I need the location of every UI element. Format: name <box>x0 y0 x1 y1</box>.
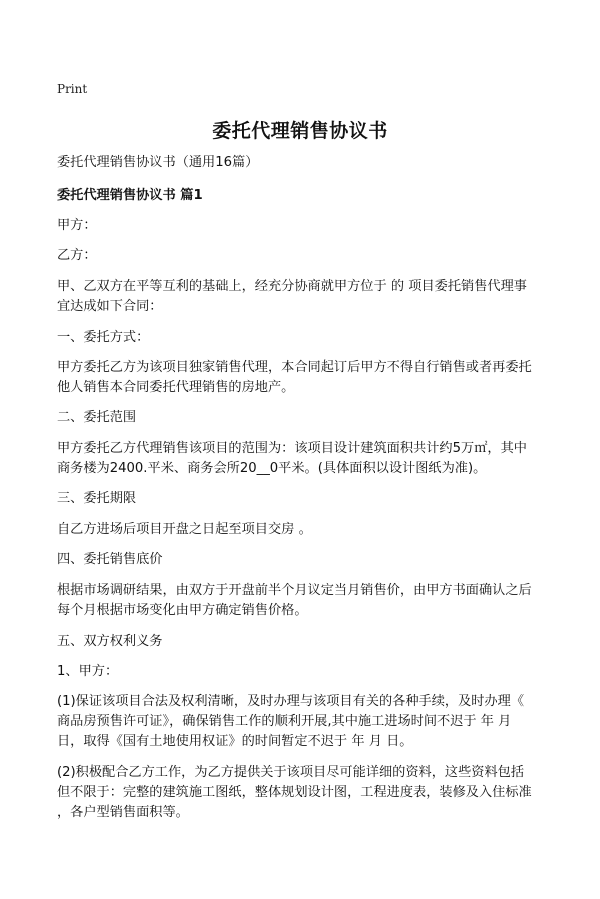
item-1-line-3: 日，取得《国有土地使用权证》的时间暂定不迟于 年 月 日。 <box>57 734 413 749</box>
document-title: 委托代理销售协议书 <box>212 120 388 142</box>
item-2-line-3: ，各户型销售面积等。 <box>57 805 189 820</box>
item-1-line-1: (1)保证该项目合法及权利清晰，及时办理与该项目有关的各种手续，及时办理《 <box>57 694 525 709</box>
subheading-party-a: 1、甲方： <box>57 664 119 679</box>
document-subtitle: 委托代理销售协议书（通用16篇） <box>57 155 259 170</box>
paragraph-3-line-1: 自乙方进场后项目开盘之日起至项目交房 。 <box>57 522 312 537</box>
heading-commission-term: 三、委托期限 <box>57 491 137 506</box>
item-2-line-1: (2)积极配合乙方工作，为乙方提供关于该项目尽可能详细的资料，这些资料包括 <box>57 765 525 780</box>
heading-commission-scope: 二、委托范围 <box>57 410 137 425</box>
paragraph-2-line-1: 甲方委托乙方代理销售该项目的范围为：该项目设计建筑面积共计约5万㎡，其中 <box>57 441 527 456</box>
paragraph-2-line-2: 商务楼为2400.平米、商务会所20__0平米。(具体面积以设计图纸为准)。 <box>57 461 487 476</box>
print-link[interactable]: Print <box>57 82 88 96</box>
heading-rights-obligations: 五、双方权利义务 <box>57 634 163 649</box>
section-heading: 委托代理销售协议书 篇1 <box>57 188 203 203</box>
intro-line-1: 甲、乙双方在平等互利的基础上，经充分协商就甲方位于 的 项目委托销售代理事 <box>57 279 527 294</box>
paragraph-1-line-1: 甲方委托乙方为该项目独家销售代理，本合同起订后甲方不得自行销售或者再委托 <box>57 360 532 375</box>
paragraph-1-line-2: 他人销售本合同委托代理销售的房地产。 <box>57 380 295 395</box>
item-1-line-2: 商品房预售许可证》，确保销售工作的顺利开展,其中施工进场时间不迟于 年 月 <box>57 714 512 729</box>
intro-line-2: 宜达成如下合同： <box>57 299 163 314</box>
heading-commission-method: 一、委托方式： <box>57 330 150 345</box>
paragraph-4-line-1: 根据市场调研结果，由双方于开盘前半个月议定当月销售价，由甲方书面确认之后 <box>57 583 532 598</box>
party-b-label: 乙方： <box>57 248 97 263</box>
heading-base-price: 四、委托销售底价 <box>57 552 163 567</box>
paragraph-4-line-2: 每个月根据市场变化由甲方确定销售价格。 <box>57 603 308 618</box>
party-a-label: 甲方： <box>57 218 97 233</box>
item-2-line-2: 但不限于：完整的建筑施工图纸，整体规划设计图，工程进度表，装修及入住标准 <box>57 785 532 800</box>
